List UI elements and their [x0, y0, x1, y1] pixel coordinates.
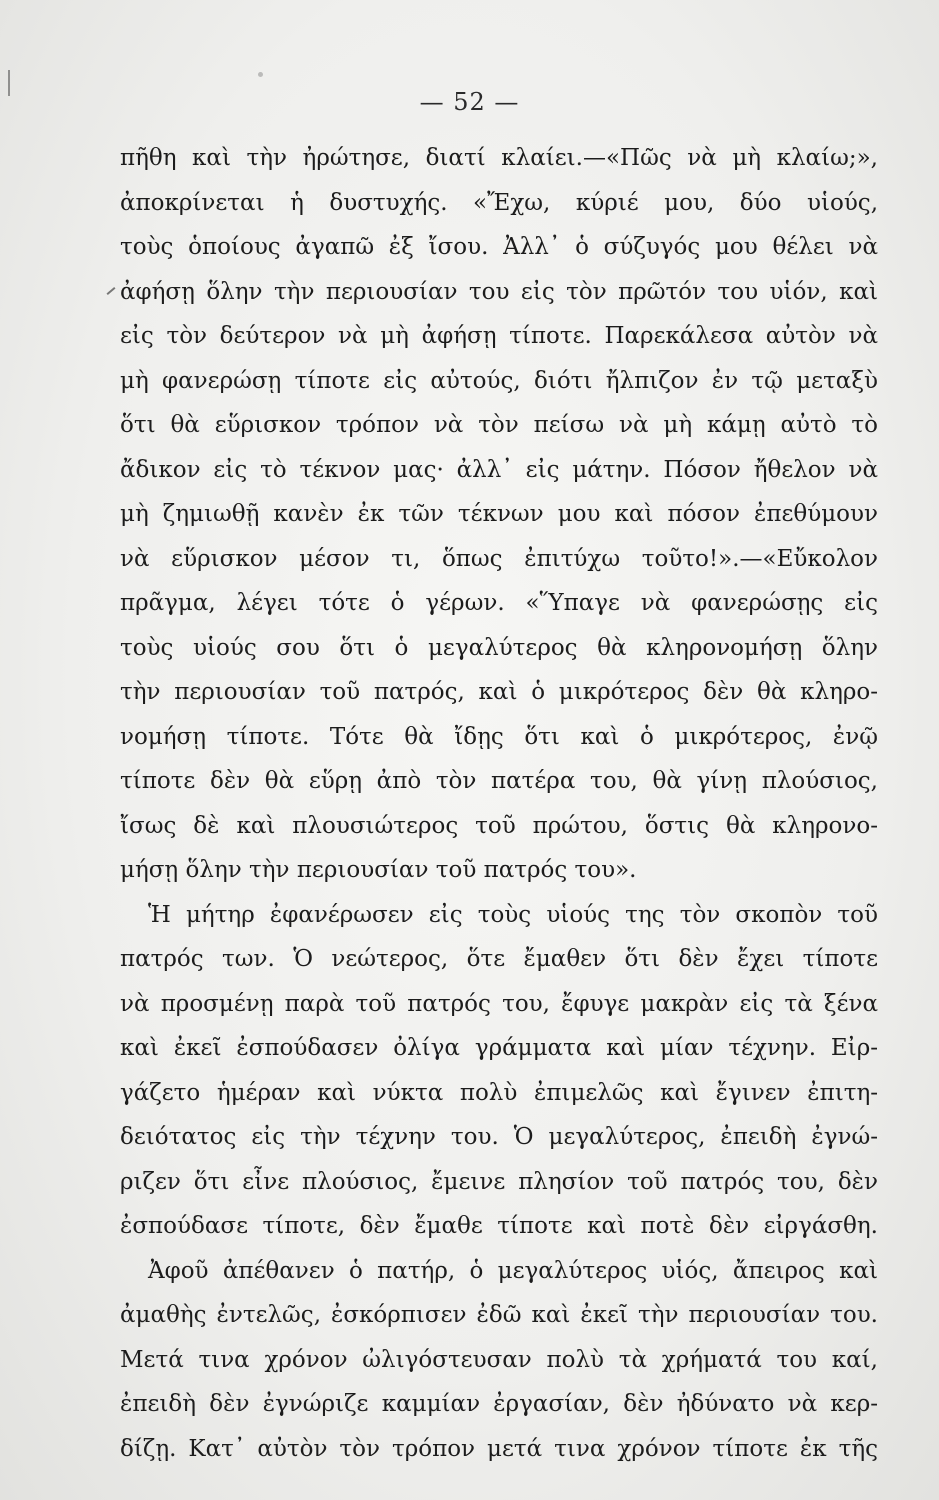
- paper-speck: [258, 72, 263, 77]
- text-line: μήσῃ ὅλην τὴν περιουσίαν τοῦ πατρός του».: [120, 857, 637, 883]
- text-line: ἀφήσῃ ὅλην τὴν περιουσίαν του εἰς τὸν πρῶτόν του υἱόν, καὶ: [120, 278, 878, 305]
- text-line: νὰ προσμένῃ παρὰ τοῦ πατρός του, ἔφυγε μακρὰν εἰς τὰ ξένα: [120, 990, 878, 1017]
- text-line: νομήσῃ τίποτε. Τότε θὰ ἴδῃς ὅτι καὶ ὁ μικρότερος, ἐνῷ: [120, 723, 878, 750]
- text-line: ἴσως δὲ καὶ πλουσιώτερος τοῦ πρώτου, ὅστις θὰ κληρονο-: [120, 812, 878, 839]
- text-line: τοὺς υἱούς σου ὅτι ὁ μεγαλύτερος θὰ κληρονομήσῃ ὅλην: [120, 634, 878, 661]
- text-line: ριζεν ὅτι εἶνε πλούσιος, ἔμεινε πλησίον τοῦ πατρός του, δὲν: [120, 1168, 878, 1195]
- text-line: δίζῃ. Κατ᾽ αὐτὸν τὸν τρόπον μετά τινα χρόνον τίποτε ἐκ τῆς: [120, 1435, 878, 1462]
- page-number: — 52 —: [419, 88, 520, 116]
- text-line: ἄδικον εἰς τὸ τέκνον μας· ἀλλ᾽ εἰς μάτην. Πόσον ἤθελον νὰ: [120, 456, 878, 483]
- text-line: πρᾶγμα, λέγει τότε ὁ γέρων. «Ὕπαγε νὰ φανερώσῃς εἰς: [120, 590, 878, 616]
- text-line: τίποτε δὲν θὰ εὕρῃ ἀπὸ τὸν πατέρα του, θὰ γίνῃ πλούσιος,: [120, 768, 878, 794]
- paragraph-start-line: Ἡ μήτηρ ἐφανέρωσεν εἰς τοὺς υἱούς της τὸν σκοπὸν τοῦ: [148, 901, 878, 928]
- text-line: καὶ ἐκεῖ ἐσπούδασεν ὀλίγα γράμματα καὶ μίαν τέχνην. Εἰρ-: [120, 1035, 878, 1061]
- margin-tick: [107, 287, 116, 295]
- text-line: ἀποκρίνεται ἡ δυστυχής. «Ἔχω, κύριέ μου, δύο υἱούς,: [120, 189, 878, 216]
- paragraph-start-line: Ἀφοῦ ἀπέθανεν ὁ πατήρ, ὁ μεγαλύτερος υἱός, ἄπειρος καὶ: [148, 1257, 878, 1284]
- text-line: νὰ εὕρισκον μέσον τι, ὅπως ἐπιτύχω τοῦτο!».—«Εὔκολον: [120, 545, 878, 572]
- text-line: μὴ φανερώσῃ τίποτε εἰς αὐτούς, διότι ἤλπιζον ἐν τῷ μεταξὺ: [120, 367, 878, 394]
- text-line: πατρός των. Ὁ νεώτερος, ὅτε ἔμαθεν ὅτι δὲν ἔχει τίποτε: [120, 946, 878, 972]
- text-line: τοὺς ὁποίους ἀγαπῶ ἐξ ἴσου. Ἀλλ᾽ ὁ σύζυγός μου θέλει νὰ: [120, 234, 878, 260]
- text-line: Μετά τινα χρόνον ὠλιγόστευσαν πολὺ τὰ χρήματά του καί,: [120, 1346, 878, 1373]
- text-line: πῆθη καὶ τὴν ἠρώτησε, διατί κλαίει.—«Πῶς νὰ μὴ κλαίω;»,: [120, 145, 878, 171]
- text-line: μὴ ζημιωθῇ κανὲν ἐκ τῶν τέκνων μου καὶ πόσον ἐπεθύμουν: [120, 501, 878, 527]
- text-line: ἐπειδὴ δὲν ἐγνώριζε καμμίαν ἐργασίαν, δὲν ἠδύνατο νὰ κερ-: [120, 1391, 878, 1417]
- body-text: [120, 136, 878, 1471]
- text-line: εἰς τὸν δεύτερον νὰ μὴ ἀφήσῃ τίποτε. Παρεκάλεσα αὐτὸν νὰ: [120, 323, 878, 349]
- text-line: ἐσπούδασε τίποτε, δὲν ἔμαθε τίποτε καὶ ποτὲ δὲν εἰργάσθη.: [120, 1213, 878, 1239]
- text-line: ἀμαθὴς ἐντελῶς, ἐσκόρπισεν ἐδῶ καὶ ἐκεῖ τὴν περιουσίαν του.: [120, 1302, 878, 1328]
- text-line: τὴν περιουσίαν τοῦ πατρός, καὶ ὁ μικρότερος δὲν θὰ κληρο-: [120, 679, 878, 705]
- text-line: γάζετο ἡμέραν καὶ νύκτα πολὺ ἐπιμελῶς καὶ ἔγινεν ἐπιτη-: [120, 1079, 878, 1106]
- text-line: ὅτι θὰ εὕρισκον τρόπον νὰ τὸν πείσω νὰ μὴ κάμῃ αὐτὸ τὸ: [120, 412, 878, 438]
- text-line: δειότατος εἰς τὴν τέχνην του. Ὁ μεγαλύτερος, ἐπειδὴ ἐγνώ-: [120, 1124, 878, 1150]
